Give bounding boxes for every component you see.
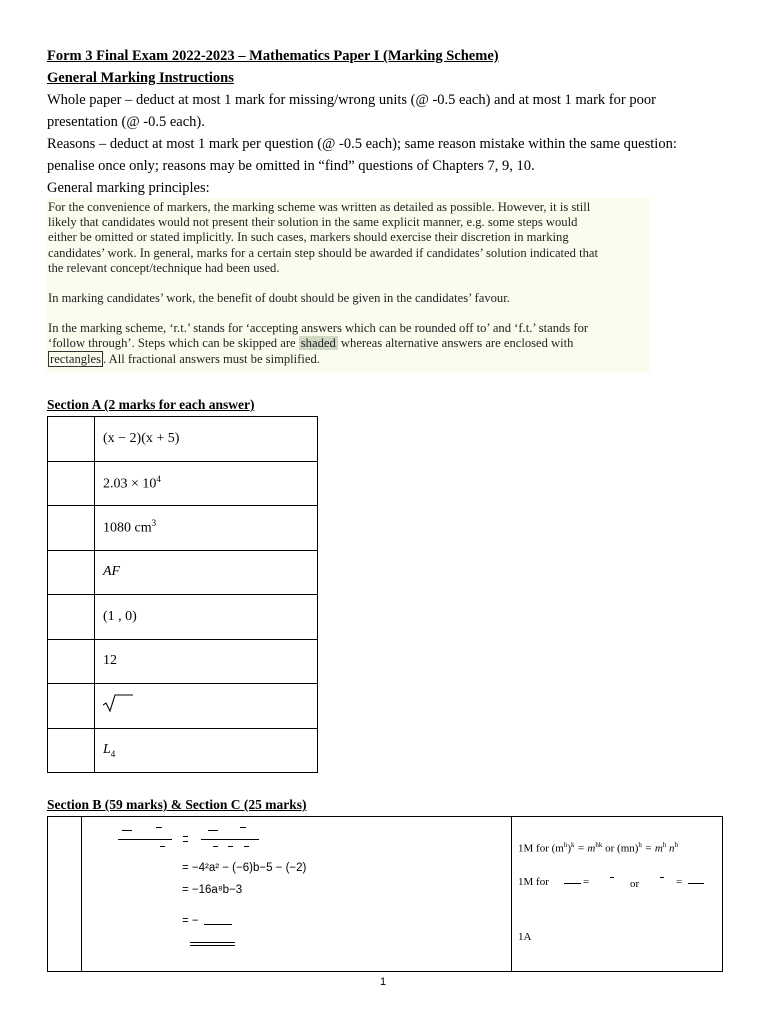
principle-3-part-b: whereas alternative answers are enclosed with [340, 336, 574, 351]
fraction-bar [688, 883, 704, 884]
mark-equals-1: = [583, 876, 590, 888]
principle-1-line-1: For the convenience of markers, the marking scheme was written as detailed as possible. However, it is still [48, 200, 591, 214]
principle-3-line-1: In the marking scheme, ‘r.t.’ stands for ‘accepting answers which can be rounded off to’ and ‘f.t.’ stands for [48, 321, 589, 336]
table-row [48, 684, 318, 729]
column-divider [511, 817, 512, 971]
marking-principles-box [46, 198, 650, 372]
fraction-bar [660, 877, 664, 878]
principles-label: General marking principles: [47, 180, 210, 196]
answer-underline-1 [190, 942, 235, 943]
question-number-cell [48, 817, 82, 971]
principle-3-line-2 [46, 336, 650, 351]
section-a-heading: Section A (2 marks for each answer) [47, 397, 255, 412]
answer-1: (x − 2)(x + 5) [95, 417, 318, 462]
principle-1-line-2: likely that candidates would not present their solution in the same explicit manner, e.g. some steps would [48, 215, 578, 230]
table-row [48, 506, 318, 551]
mark-equals-2: = [676, 876, 683, 888]
principle-3-part-c: . All fractional answers must be simplified. [103, 351, 320, 366]
table-row [48, 461, 318, 506]
section-a-table [47, 416, 318, 773]
whole-paper-rule-line-1: Whole paper – deduct at most 1 mark for missing/wrong units (@ -0.5 each) and at most 1 mark for poor [47, 92, 656, 108]
equals-sign-bottom [183, 841, 188, 842]
answer-underline-2 [190, 945, 235, 946]
answer-3: 1080 $cm^3$ [95, 506, 318, 551]
principle-1-line-4: candidates’ work. In general, marks for a certain step should be awarded if candidates’ solution indicated that [48, 245, 598, 260]
working-step-3: = − [182, 915, 199, 927]
fraction-bar [201, 839, 259, 840]
fraction-bar [156, 827, 162, 828]
shaded-example: shaded [300, 336, 336, 351]
table-row [48, 417, 318, 462]
square-root-icon [103, 694, 133, 712]
reasons-rule-line-1: Reasons – deduct at most 1 mark per question (@ -0.5 each); same reason mistake within the same question: [47, 136, 677, 152]
fraction-bar [564, 883, 581, 884]
answer-6: 12 [95, 639, 318, 684]
answer-4: AF [95, 550, 318, 595]
principle-3-line-3 [46, 352, 650, 367]
mark-1m-fraction: 1M for [518, 876, 549, 888]
working-step-1: = −4²a² − (−6)b−5 − (−2) [182, 862, 307, 874]
reasons-rule-line-2: penalise once only; reasons may be omitted in “find” questions of Chapters 7, 9, 10. [47, 158, 535, 174]
principle-2: In marking candidates’ work, the benefit of doubt should be given in the candidates’ favour. [48, 291, 510, 306]
fraction-bar [244, 846, 249, 847]
working-step-2: = −16a⁸b−3 [182, 884, 243, 896]
page-title: Form 3 Final Exam 2022-2023 – Mathematics Paper I (Marking Scheme) [47, 48, 499, 64]
fraction-bar [610, 877, 614, 878]
section-b-table [47, 816, 723, 972]
principle-1-line-3: either be omitted or stated implicitly. In such cases, markers should exercise their discretion in marking [48, 230, 569, 245]
fraction-bar [240, 827, 246, 828]
fraction-bar [118, 839, 172, 840]
answer-2: $2.03 \times 10^4$ [95, 461, 318, 506]
fraction-bar [213, 846, 218, 847]
section-b-heading: Section B (59 marks) & Section C (25 marks) [47, 797, 307, 812]
principle-1-line-5: the relevant concept/technique had been used. [48, 260, 280, 275]
fraction-bar [208, 830, 218, 831]
fraction-bar [122, 830, 132, 831]
instructions-heading: General Marking Instructions [47, 70, 234, 86]
table-row [48, 595, 318, 640]
answer-7 [95, 684, 318, 729]
table-row [48, 639, 318, 684]
fraction-bar [204, 924, 232, 925]
mark-or: or [630, 878, 640, 890]
equals-sign-top [183, 836, 188, 837]
mark-1m-index-law: 1M for $(m^h)^k = m^{hk}$ or $(mn)^h = m^h$ $n^h$ [518, 841, 679, 855]
answer-8: $L_4$ [95, 728, 318, 773]
table-row [48, 550, 318, 595]
rectangle-example: rectangles [50, 351, 102, 366]
fraction-bar [160, 846, 165, 847]
table-row [48, 728, 318, 773]
whole-paper-rule-line-2: presentation (@ -0.5 each). [47, 114, 205, 130]
fraction-bar [228, 846, 233, 847]
answer-5: (1 , 0) [95, 595, 318, 640]
principle-3-part-a: ‘follow through’. Steps which can be skipped are [48, 336, 296, 351]
page-number: 1 [380, 976, 387, 988]
mark-1a: 1A [518, 931, 532, 943]
